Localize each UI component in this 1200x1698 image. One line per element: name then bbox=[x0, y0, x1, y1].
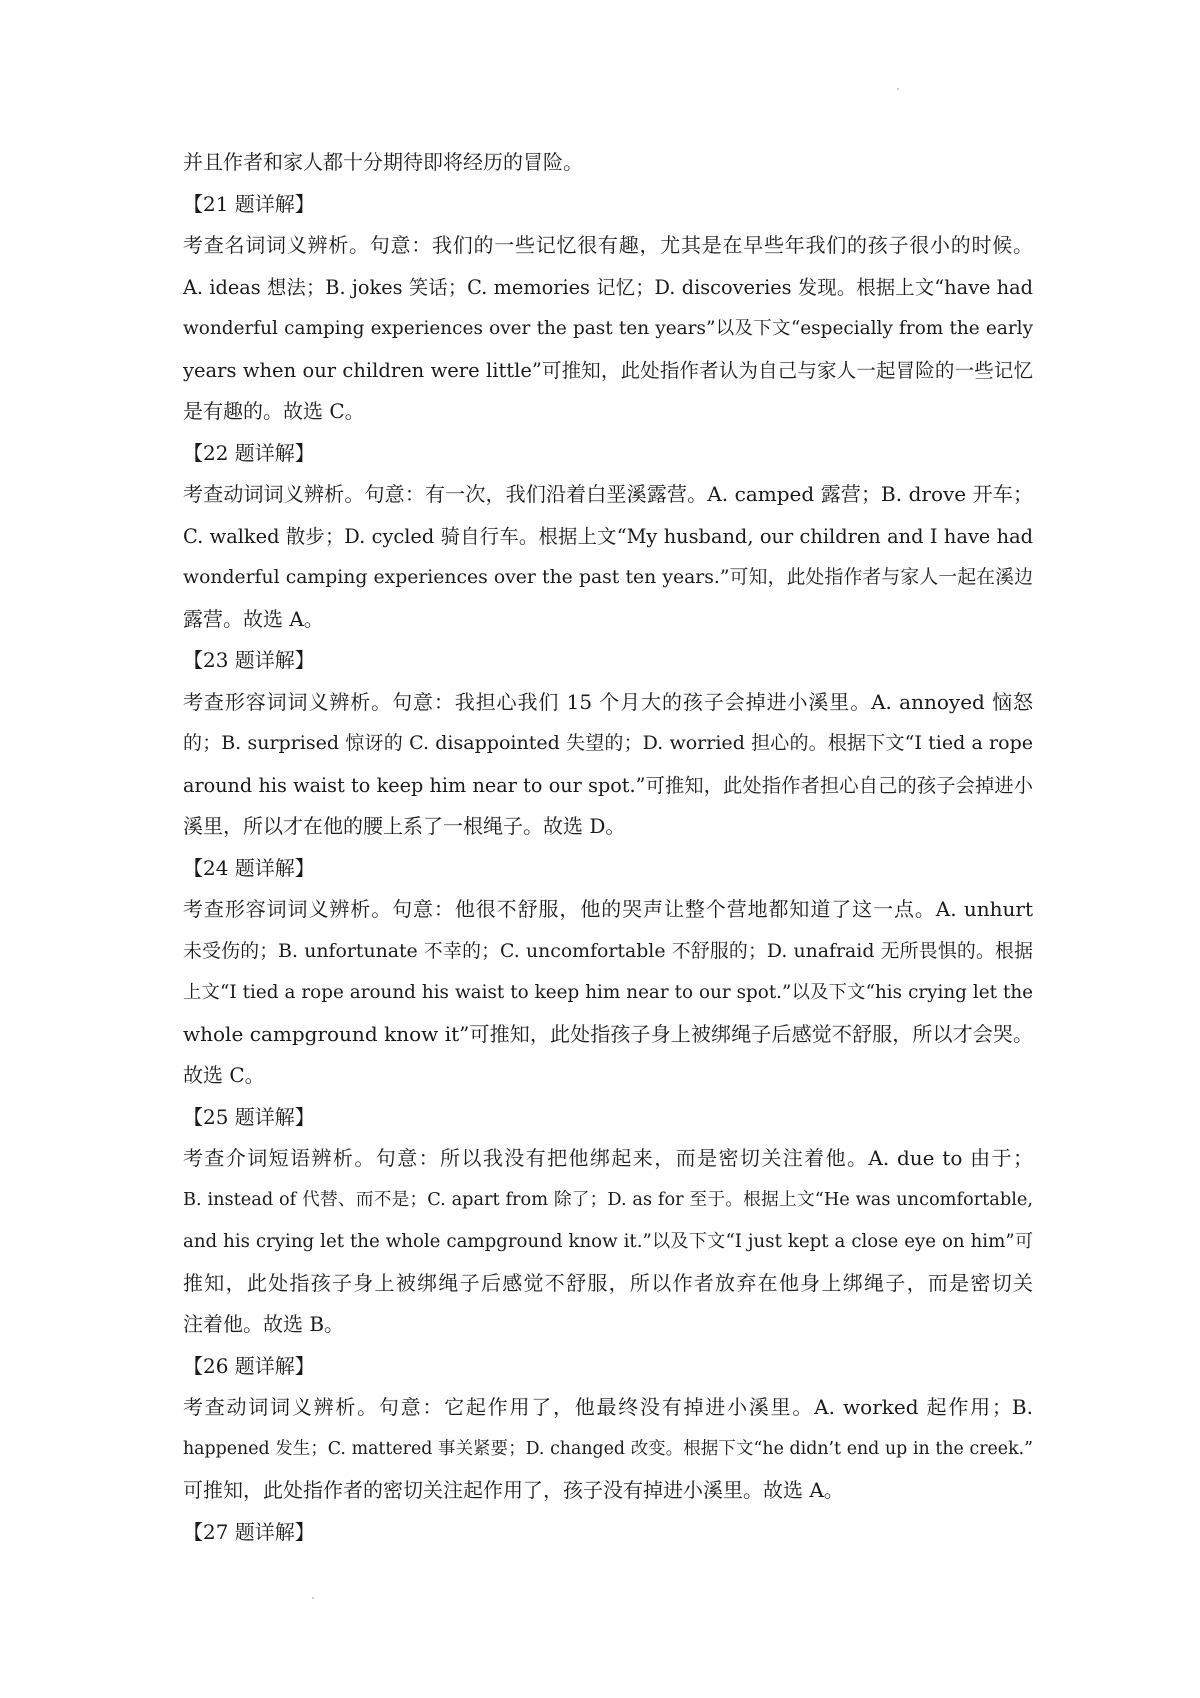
explanation-line: 推知，此处指孩子身上被绑绳子后感觉不舒服，所以作者放弃在他身上绑绳子，而是密切关 bbox=[183, 1270, 1033, 1295]
explanation-line: happened 发生；C. mattered 事关紧要；D. changed 改变。根据下文“he didn’t end up in the creek.” bbox=[183, 1438, 1033, 1459]
explanation-line: 是有趣的。故选 C。 bbox=[183, 399, 365, 423]
explanation-line: 故选 C。 bbox=[183, 1063, 265, 1087]
explanation-line: 可推知，此处指作者的密切关注起作用了，孩子没有掉进小溪里。故选 A。 bbox=[183, 1478, 844, 1502]
section-heading: 【26 题详解】 bbox=[183, 1353, 315, 1378]
explanation-line: 考查形容词词义辨析。句意：我担心我们 15 个月大的孩子会掉进小溪里。A. annoyed 恼怒 bbox=[183, 689, 1033, 714]
explanation-section bbox=[183, 1097, 1033, 1346]
explanation-line: 溪里，所以才在他的腰上系了一根绳子。故选 D。 bbox=[183, 814, 626, 838]
explanation-section bbox=[183, 848, 1033, 1097]
section-heading: 【21 题详解】 bbox=[183, 191, 315, 216]
section-heading: 【22 题详解】 bbox=[183, 440, 315, 465]
explanation-section bbox=[183, 640, 1033, 848]
explanation-line: 露营。故选 A。 bbox=[183, 606, 324, 631]
explanation-line: around his waist to keep him near to our spot.”可推知，此处指作者担心自己的孩子会掉进小 bbox=[183, 773, 1033, 797]
explanation-section bbox=[183, 433, 1033, 641]
explanation-section bbox=[183, 184, 1033, 433]
explanation-line: 考查动词词义辨析。句意：它起作用了，他最终没有掉进小溪里。A. worked 起作用；B. bbox=[183, 1395, 1033, 1419]
explanation-line: whole campground know it”可推知，此处指孩子身上被绑绳子后感觉不舒服，所以才会哭。 bbox=[183, 1021, 1033, 1046]
scan-speck-top bbox=[897, 88, 899, 90]
section-heading: 【25 题详解】 bbox=[183, 1104, 315, 1129]
explanation-line: wonderful camping experiences over the past ten years”以及下文“especially from the early bbox=[183, 318, 1033, 339]
explanation-line: A. ideas 想法；B. jokes 笑话；C. memories 记忆；D. discoveries 发现。根据上文“have had bbox=[183, 275, 1033, 299]
explanation-line: years when our children were little”可推知，此处指作者认为自己与家人一起冒险的一些记忆 bbox=[183, 358, 1033, 382]
explanation-section bbox=[183, 1346, 1033, 1512]
explanation-line: and his crying let the whole campground know it.”以及下文“I just kept a close eye on him”可 bbox=[183, 1231, 1033, 1252]
explanation-line: 并且作者和家人都十分期待即将经历的冒险。 bbox=[183, 150, 583, 174]
explanation-line: 考查介词短语辨析。句意：所以我没有把他绑起来，而是密切关注着他。A. due to 由于； bbox=[183, 1146, 1033, 1170]
explanation-section bbox=[183, 142, 1033, 184]
explanation-line: 的；B. surprised 惊讶的 C. disappointed 失望的；D. worried 担心的。根据下文“I tied a rope bbox=[183, 732, 1033, 754]
explanation-line: 考查动词词义辨析。句意：有一次，我们沿着白垩溪露营。A. camped 露营；B. drove 开车； bbox=[183, 482, 1033, 506]
section-heading: 【23 题详解】 bbox=[183, 648, 315, 672]
explanation-section bbox=[183, 1512, 1033, 1554]
answer-explanations bbox=[183, 142, 1033, 1553]
scan-speck-bottom bbox=[312, 1597, 314, 1599]
explanation-line: wonderful camping experiences over the past ten years.”可知，此处指作者与家人一起在溪边 bbox=[183, 567, 1033, 588]
explanation-line: 未受伤的；B. unfortunate 不幸的；C. uncomfortable 不舒服的；D. unafraid 无所畏惧的。根据 bbox=[183, 939, 1033, 962]
section-heading: 【27 题详解】 bbox=[183, 1519, 315, 1544]
explanation-line: B. instead of 代替、而不是；C. apart from 除了；D. as for 至于。根据上文“He was uncomfortable, bbox=[183, 1189, 1033, 1210]
section-heading: 【24 题详解】 bbox=[183, 855, 315, 880]
explanation-line: 注着他。故选 B。 bbox=[183, 1312, 345, 1336]
explanation-line: C. walked 散步；D. cycled 骑自行车。根据上文“My husband, our children and I have had bbox=[183, 524, 1033, 548]
explanation-line: 考查名词词义辨析。句意：我们的一些记忆很有趣，尤其是在早些年我们的孩子很小的时候。 bbox=[183, 233, 1033, 257]
explanation-line: 上文“I tied a rope around his waist to keep him near to our spot.”以及下文“his crying let the bbox=[183, 982, 1033, 1003]
explanation-line: 考查形容词词义辨析。句意：他很不舒服，他的哭声让整个营地都知道了这一点。A. unhurt bbox=[183, 897, 1033, 921]
